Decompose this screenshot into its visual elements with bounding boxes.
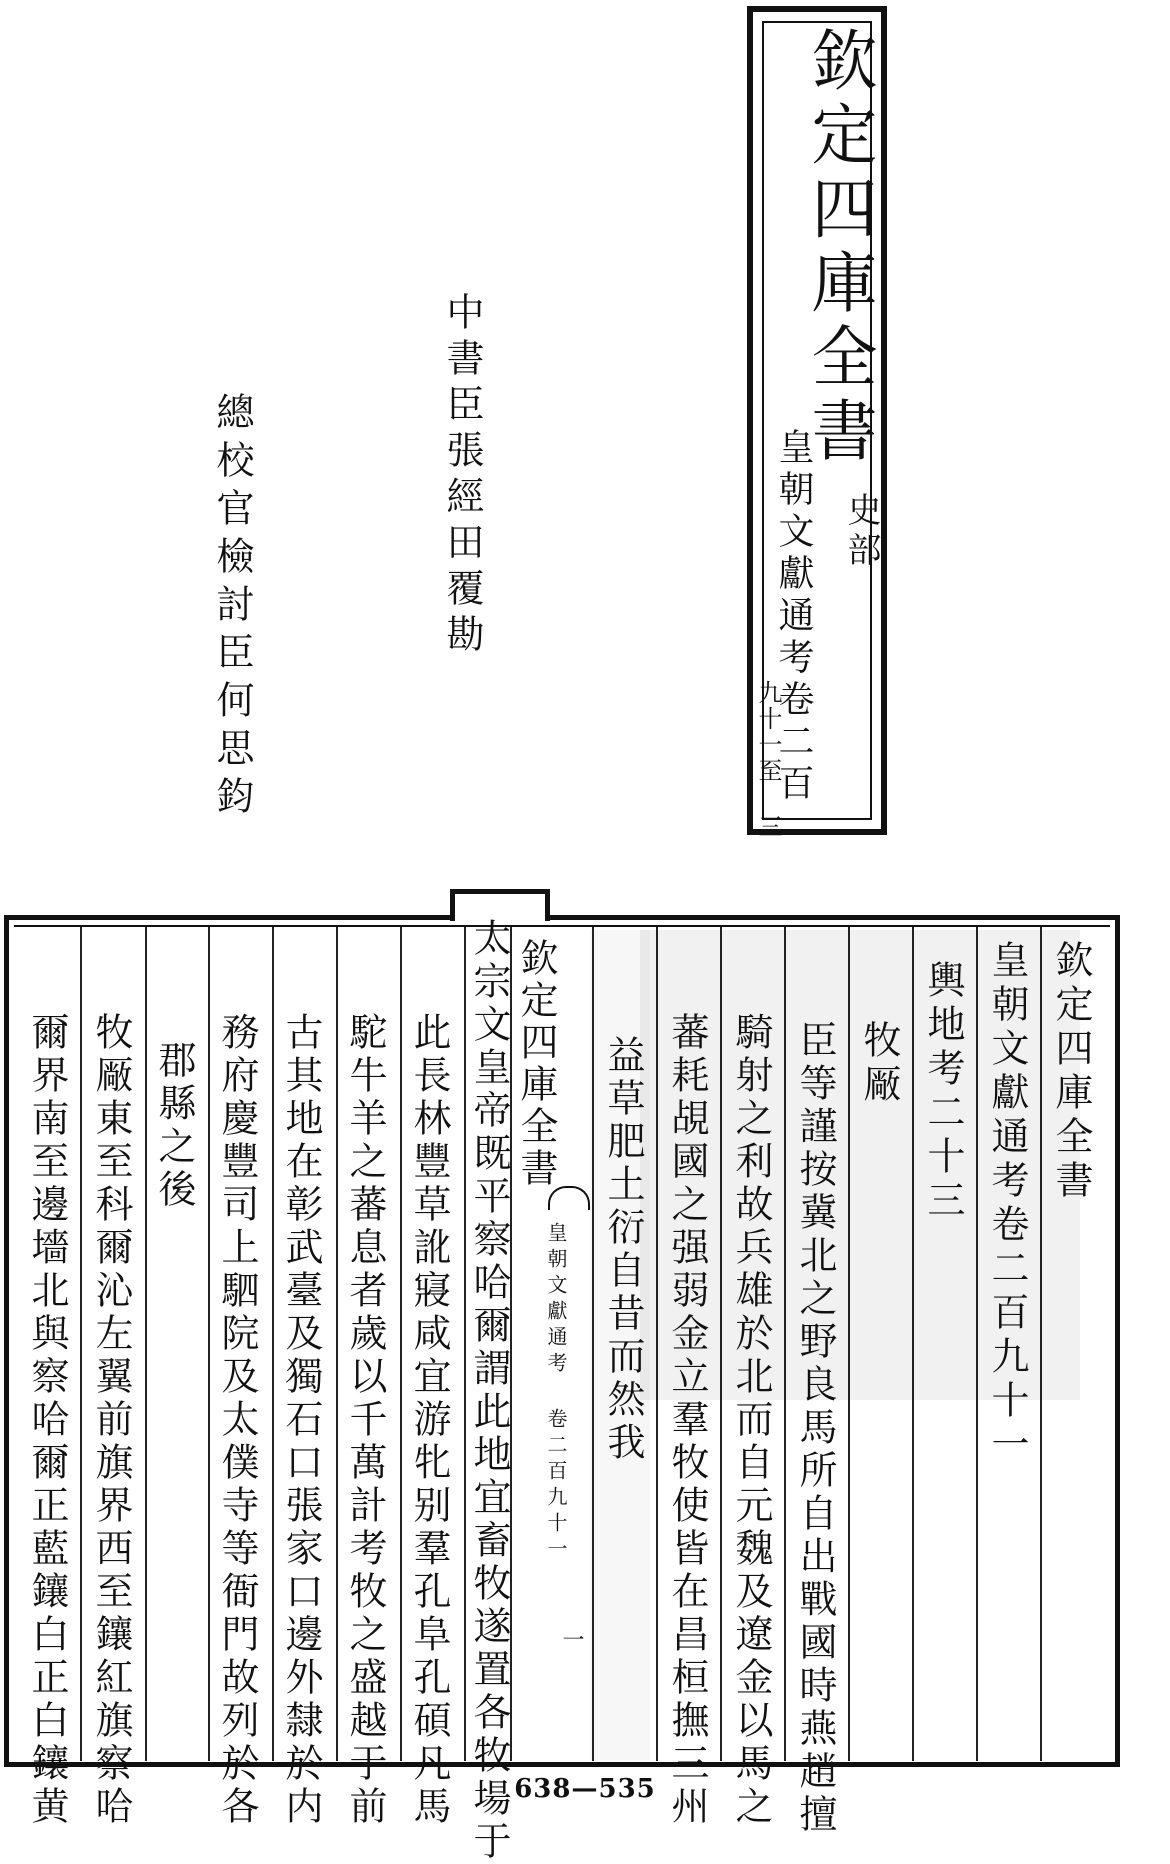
text-column: 騎射之利故兵雄於北而自元魏及遼金以馬之 xyxy=(729,1012,773,1829)
juan-range: 九十一至 三 xyxy=(754,680,782,840)
column-rule xyxy=(208,927,210,1761)
column-rule xyxy=(336,927,338,1761)
credit-editor-2: 總校官檢討臣何思鈞 xyxy=(210,392,254,824)
column-rule xyxy=(1040,927,1042,1761)
text-column: 爾界南至邊墻北與察哈爾正藍鑲白正白鑲黄 xyxy=(25,1012,69,1829)
column-rule xyxy=(145,927,147,1761)
gutter-leaf-mark: 一 xyxy=(559,1628,584,1650)
text-column: 蕃耗覘國之强弱金立羣牧使皆在昌桓撫三州 xyxy=(665,1012,709,1829)
column-rule xyxy=(272,927,274,1761)
column-rule xyxy=(400,927,402,1761)
section-title: 輿地考二十三 xyxy=(921,960,965,1224)
column-rule xyxy=(464,927,466,1761)
page-number: 638—535 xyxy=(514,1774,656,1804)
page-inner-rule xyxy=(14,925,1110,927)
book-title: 皇朝文獻通考卷二百 xyxy=(773,428,814,806)
column-rule xyxy=(848,927,850,1761)
column-rule xyxy=(912,927,914,1761)
gutter-title: 欽定四庫全書 xyxy=(514,938,558,1190)
column-rule xyxy=(784,927,786,1761)
text-column: 此長林豐草訛寢咸宜游牝别羣孔阜孔碩凡馬 xyxy=(407,1012,451,1829)
chapter-title: 皇朝文獻通考卷二百九十一 xyxy=(985,940,1029,1468)
gutter-rule-right xyxy=(592,927,594,1761)
gutter-subtitle: 皇朝文獻通考 卷二百九十一 xyxy=(544,1222,568,1564)
page-header-title: 欽定四庫全書 xyxy=(1049,940,1093,1204)
credit-editor-1: 中書臣張經田覆勘 xyxy=(440,292,484,660)
column-rule xyxy=(80,927,82,1761)
text-column: 駝牛羊之蕃息者歲以千萬計考牧之盛越于前 xyxy=(343,1012,387,1829)
gutter-fishtail xyxy=(548,1186,590,1210)
subsection-title: 牧厰 xyxy=(857,1020,901,1108)
text-column: 務府慶豐司上駟院及太僕寺等衙門故列於各 xyxy=(215,1012,259,1829)
column-rule xyxy=(656,927,658,1761)
text-column: 古其地在彰武臺及獨石口張家口邊外隸於内 xyxy=(279,1012,323,1829)
text-column: 臣等謹按冀北之野良馬所自出戰國時燕趙擅 xyxy=(793,1020,837,1837)
text-column: 太宗文皇帝既平察哈爾謂此地宜畜牧遂置各牧場于 xyxy=(467,918,511,1864)
column-rule xyxy=(976,927,978,1761)
section-label: 史部 xyxy=(841,492,881,572)
text-column: 益草肥土衍自昔而然我 xyxy=(601,1035,645,1465)
title-slip-frame xyxy=(747,6,887,840)
column-rule xyxy=(720,927,722,1761)
text-column: 牧厰東至科爾沁左翼前旗界西至鑲紅旗察哈 xyxy=(89,1012,133,1829)
text-column: 郡縣之後 xyxy=(152,1040,196,1212)
collection-title: 欽定四庫全書 xyxy=(800,26,877,470)
